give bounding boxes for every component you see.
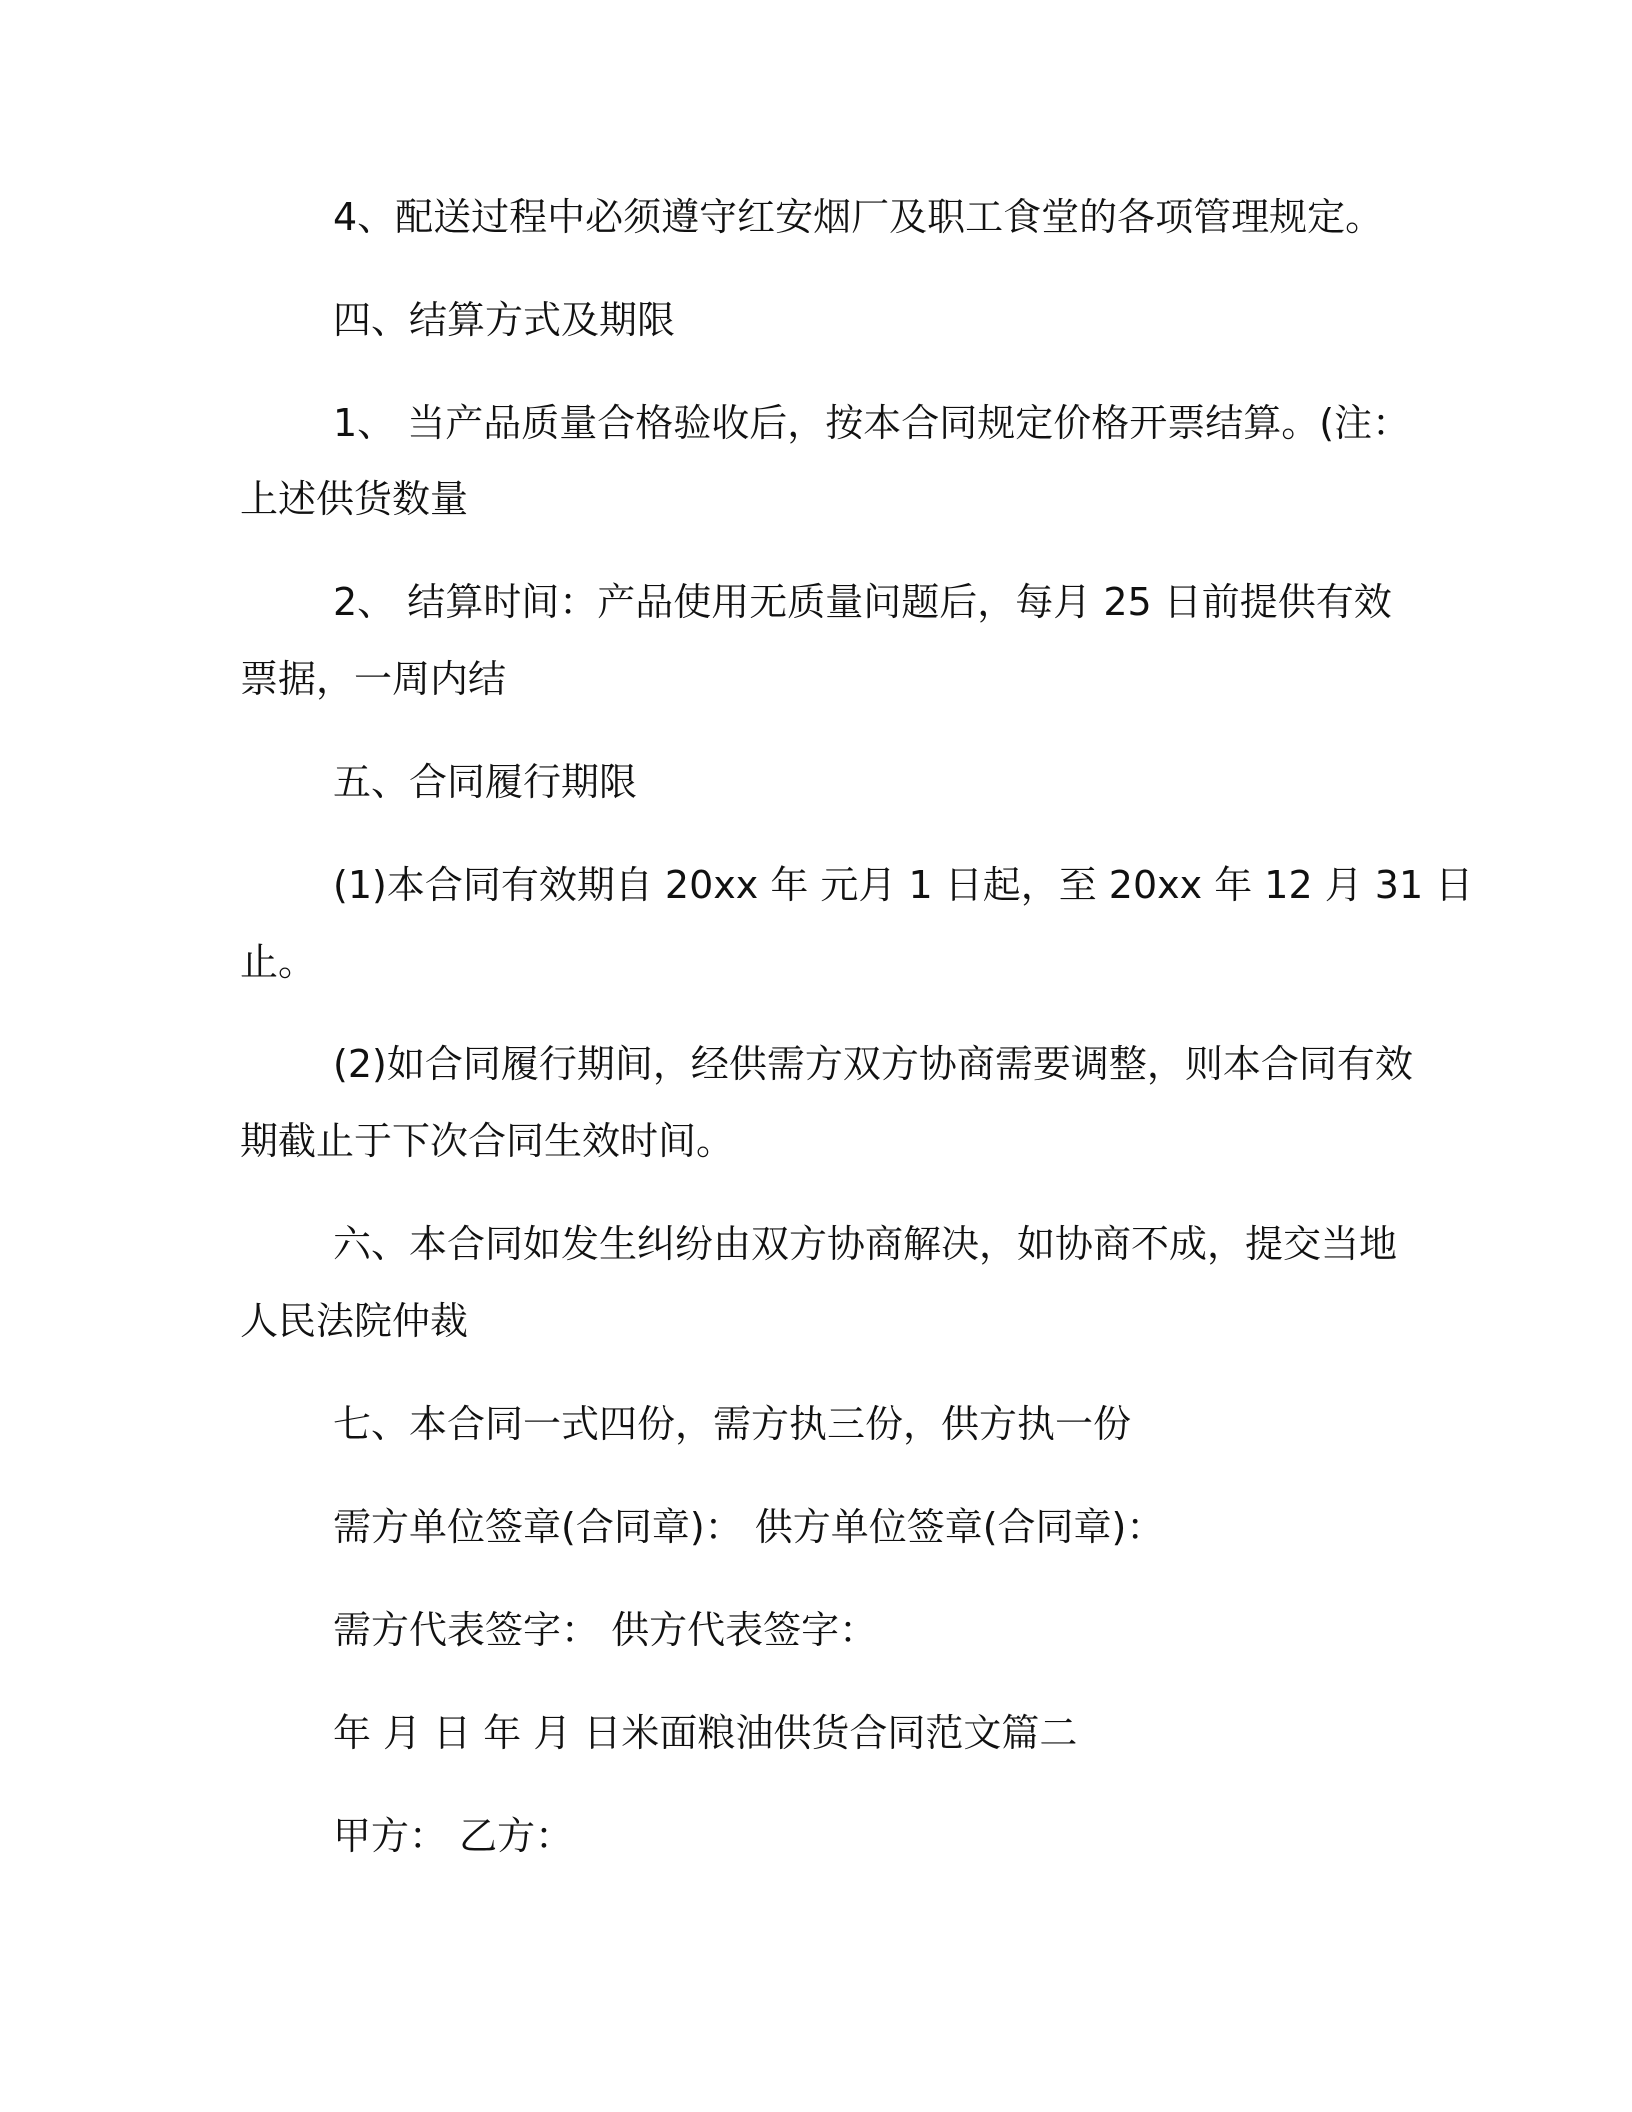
section-5-heading: 五、合同履行期限 xyxy=(333,760,638,804)
signature-seal-line: 需方单位签章(合同章)： 供方单位签章(合同章)： xyxy=(333,1505,1165,1549)
section-6-dispute-cont: 人民法院仲裁 xyxy=(240,1299,469,1343)
clause-adjustment: (2)如合同履行期间，经供需方双方协商需要调整，则本合同有效 xyxy=(333,1042,1413,1086)
date-and-title-line: 年 月 日 年 月 日米面粮油供货合同范文篇二 xyxy=(333,1711,1078,1755)
clause-2-settlement-time-cont: 票据，一周内结 xyxy=(240,657,507,701)
parties-line: 甲方： 乙方： xyxy=(333,1814,574,1858)
section-4-heading: 四、结算方式及期限 xyxy=(333,298,676,342)
section-6-dispute: 六、本合同如发生纠纷由双方协商解决，如协商不成，提交当地 xyxy=(333,1222,1398,1266)
clause-adjustment-cont: 期截止于下次合同生效时间。 xyxy=(240,1119,735,1163)
clause-1-settlement-cont: 上述供货数量 xyxy=(240,477,469,521)
clause-validity-period: (1)本合同有效期自 20xx 年 元月 1 日起，至 20xx 年 12 月 31 日 xyxy=(333,863,1474,907)
section-7-copies: 七、本合同一式四份，需方执三份，供方执一份 xyxy=(333,1402,1132,1446)
clause-2-settlement-time: 2、 结算时间：产品使用无质量问题后，每月 25 日前提供有效 xyxy=(333,580,1392,624)
clause-4-delivery-rules: 4、配送过程中必须遵守红安烟厂及职工食堂的各项管理规定。 xyxy=(333,195,1384,239)
representative-signature-line: 需方代表签字： 供方代表签字： xyxy=(333,1608,878,1652)
clause-1-settlement: 1、 当产品质量合格验收后，按本合同规定价格开票结算。(注： xyxy=(333,401,1411,445)
clause-validity-period-cont: 止。 xyxy=(240,940,317,984)
